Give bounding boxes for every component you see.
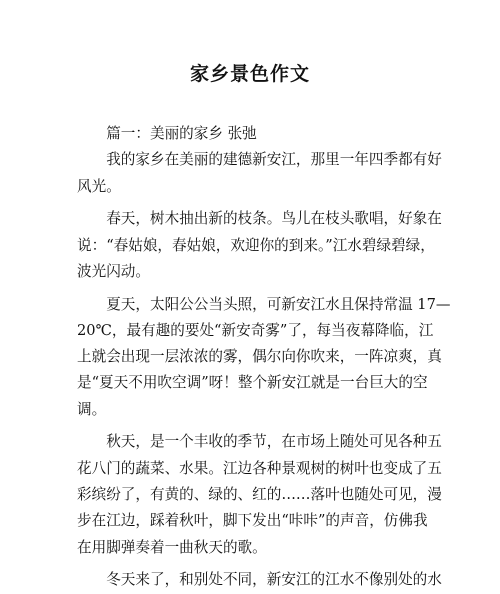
text-line: 秋天，是一个丰收的季节，在市场上随处可见各种五 [77, 433, 442, 451]
text-line: 调。 [77, 400, 107, 418]
text-line: 彩缤纷了，有黄的、绿的、红的……落叶也随处可见，漫 [77, 486, 442, 504]
text-line: 篇一：美丽的家乡 张弛 [77, 125, 257, 142]
text-line: 风光。 [77, 177, 121, 195]
text-line: 步在江边，踩着秋叶，脚下发出“咔咔”的声音，仿佛我 [77, 512, 428, 530]
text-line: 20℃，最有趣的要处“新安奇雾”了，每当夜幕降临，江 [77, 321, 434, 339]
text-line: 波光闪动。 [77, 262, 150, 280]
text-line: 夏天，太阳公公当头照，可新安江水且保持常温 17— [77, 295, 451, 313]
text-line: 上就会出现一层浓浓的雾，偶尔向你吹来，一阵凉爽，真 [77, 348, 442, 366]
document-body [77, 121, 451, 594]
text-line: 说：“春姑娘，春姑娘，欢迎你的到来。”江水碧绿碧绿， [77, 236, 435, 254]
text-line: 在用脚弹奏着一曲秋天的歌。 [77, 538, 267, 556]
text-line: 冬天来了，和别处不同，新安江的江水不像别处的水 [77, 571, 442, 589]
text-line: 春天，树木抽出新的枝条。鸟儿在枝头歌唱，好象在 [77, 210, 442, 228]
document-title: 家乡景色作文 [189, 63, 310, 85]
text-line: 我的家乡在美丽的建德新安江，那里一年四季都有好 [77, 151, 442, 169]
text-line: 花八门的蔬菜、水果。江边各种景观树的树叶也变成了五 [77, 459, 442, 477]
text-line: 是“夏天不用吹空调”呀！整个新安江就是一台巨大的空 [77, 374, 428, 392]
